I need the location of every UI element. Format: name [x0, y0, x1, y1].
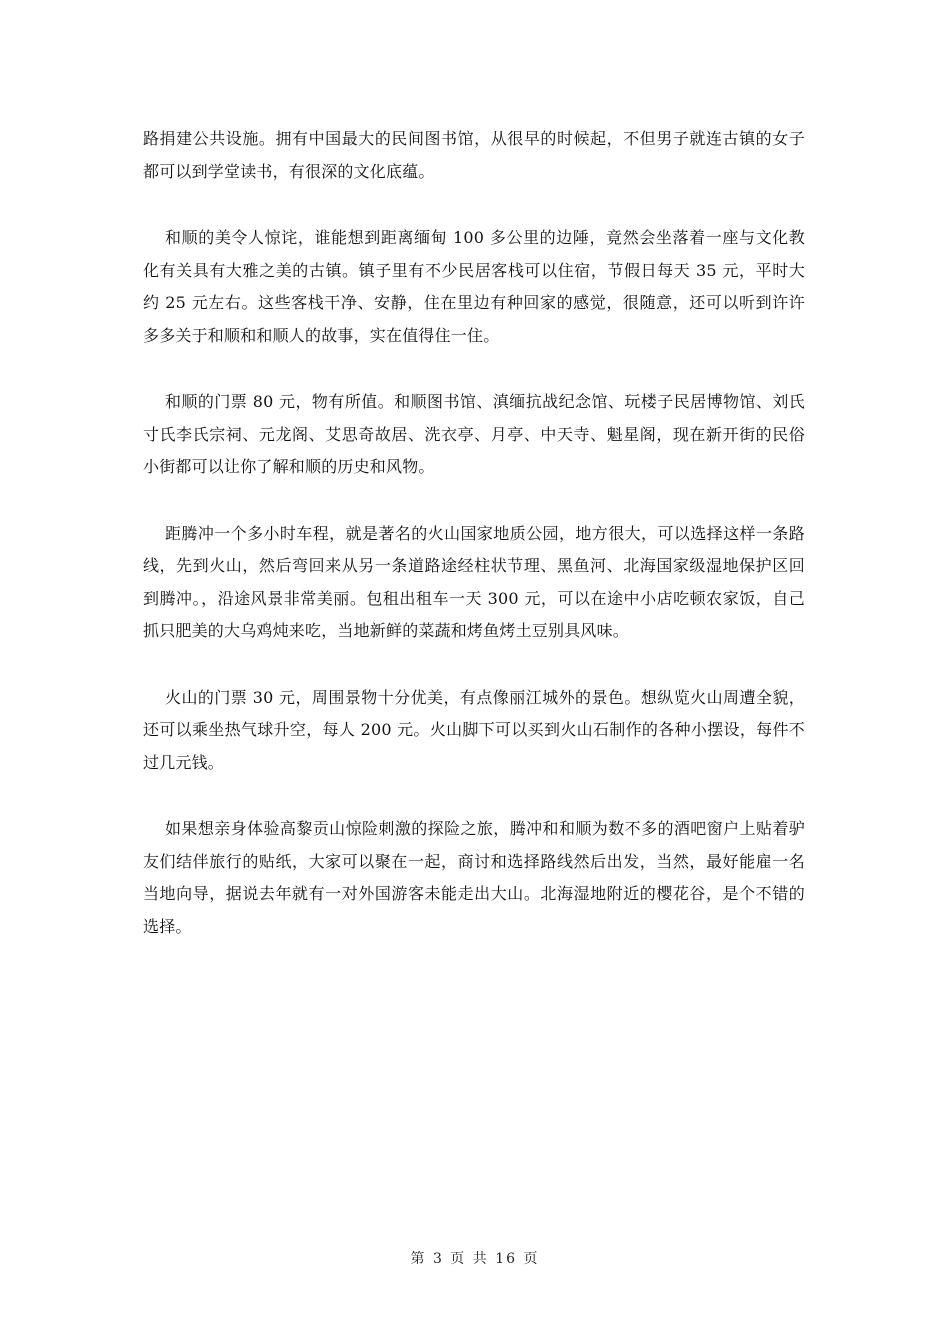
page-number-footer: 第 3 页 共 16 页 — [410, 1251, 540, 1267]
paragraph-heshun-town: 和顺的美令人惊诧，谁能想到距离缅甸 100 多公里的边陲，竟然会坐落着一座与文化教化有关具有大雅之美的古镇。镇子里有不少民居客栈可以住宿，节假日每天 35 元，平时大约 25 元左右。这些客栈干净、安静，住在里边有种回家的感觉，很随意，还可以听到许许多多关于和顺和和顺人的故事，实在值得住一住。 — [143, 228, 805, 345]
paragraph-heshun-tickets: 和顺的门票 80 元，物有所值。和顺图书馆、滇缅抗战纪念馆、玩楼子民居博物馆、刘氏寸氏李氏宗祠、元龙阁、艾思奇故居、洗衣亭、月亭、中天寺、魁星阁，现在新开街的民俗小街都可以让你了解和顺的历史和风物。 — [143, 392, 805, 476]
paragraph-volcano-route: 距腾冲一个多小时车程，就是著名的火山国家地质公园，地方很大，可以选择这样一条路线，先到火山，然后弯回来从另一条道路途经柱状节理、黑鱼河、北海国家级湿地保护区回到腾冲。，沿途风景非常美丽。包租出租车一天 300 元，可以在途中小店吃顿农家饭，自己抓只肥美的大乌鸡炖来吃，当地新鲜的菜蔬和烤鱼烤土豆别具风味。 — [143, 523, 805, 640]
document-body — [143, 123, 805, 977]
paragraph-gaoligong-trek: 如果想亲身体验高黎贡山惊险刺激的探险之旅，腾冲和和顺为数不多的酒吧窗户上贴着驴友们结伴旅行的贴纸，大家可以聚在一起，商讨和选择路线然后出发，当然，最好能雇一名当地向导，据说去年就有一对外国游客未能走出大山。北海湿地附近的樱花谷，是个不错的选择。 — [143, 819, 805, 936]
paragraph-volcano-tickets: 火山的门票 30 元，周围景物十分优美，有点像丽江城外的景色。想纵览火山周遭全貌，还可以乘坐热气球升空，每人 200 元。火山脚下可以买到火山石制作的各种小摆设，每件不过几元钱。 — [143, 687, 805, 772]
paragraph-continuation: 路捐建公共设施。拥有中国最大的民间图书馆，从很早的时候起，不但男子就连古镇的女子都可以到学堂读书，有很深的文化底蕴。 — [143, 129, 805, 181]
